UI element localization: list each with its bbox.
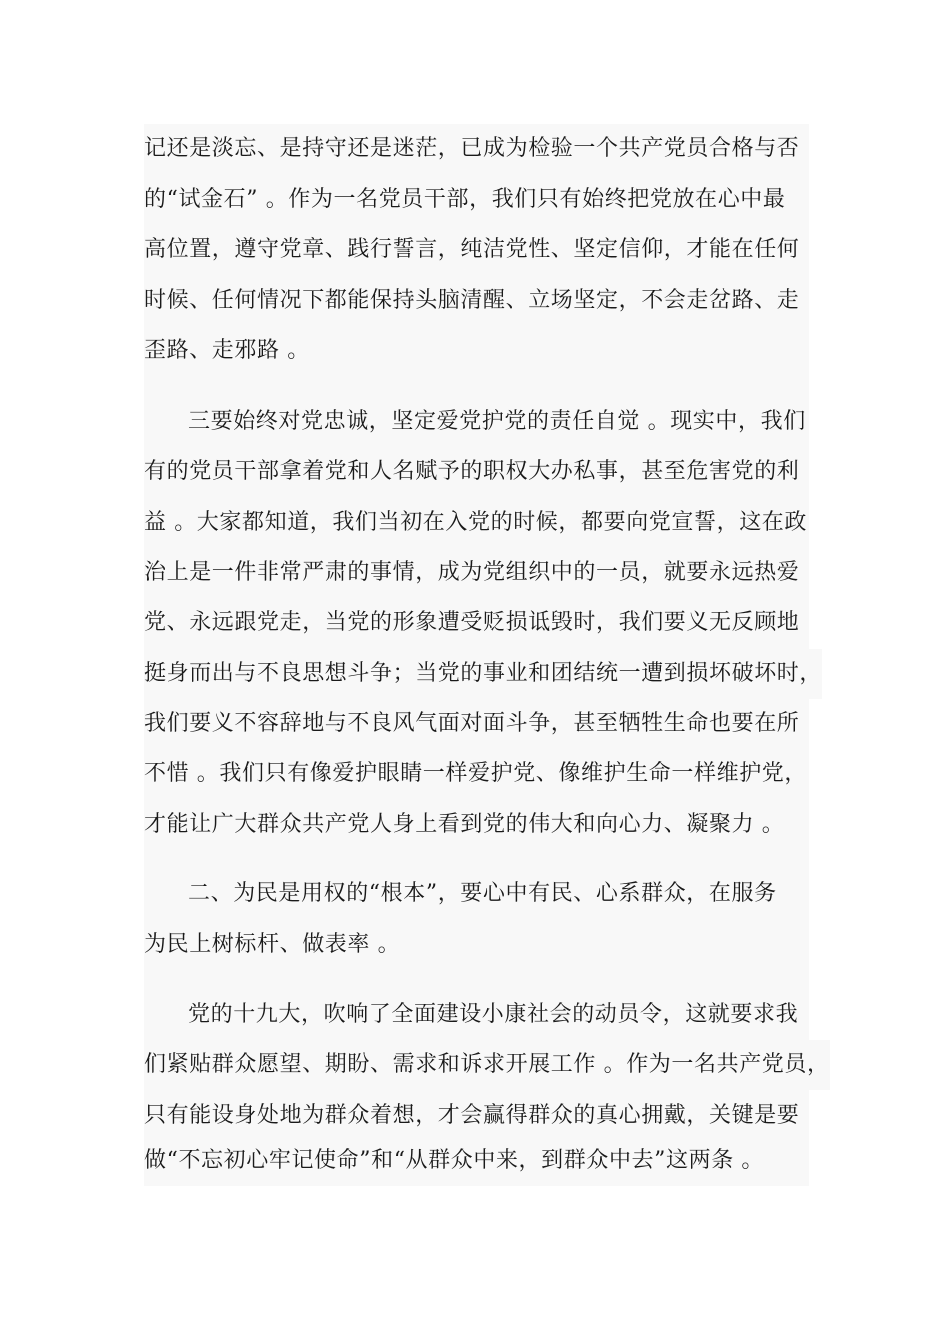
text-line: 记还是淡忘、是持守还是迷茫，已成为检验一个共产党员合格与否 [144,124,799,174]
text-line: 时候、任何情况下都能保持头脑清醒、立场坚定，不会走岔路、走 [144,276,799,326]
text-line: 二、为民是用权的“根本”，要心中有民、心系群众，在服务 [144,869,777,919]
text-line: 为民上树标杆、做表率 。 [144,920,400,970]
text-line: 三要始终对党忠诚，坚定爱党护党的责任自觉 。现实中，我们 [144,397,806,447]
text-line: 歪路、走邪路 。 [144,326,310,376]
text-line: 治上是一件非常严肃的事情，成为党组织中的一员，就要永远热爱 [144,548,799,598]
text-line: 我们要义不容辞地与不良风气面对面斗争，甚至牺牲生命也要在所 [144,699,799,749]
text-line: 党的十九大，吹响了全面建设小康社会的动员令，这就要求我 [144,990,798,1040]
text-line: 有的党员干部拿着党和人名赋予的职权大办私事，甚至危害党的利 [144,447,799,497]
text-line: 党、永远跟党走，当党的形象遭受贬损诋毁时，我们要义无反顾地 [144,598,799,648]
text-line: 益 。大家都知道，我们当初在入党的时候，都要向党宣誓，这在政 [144,498,807,548]
text-line: 不惜 。我们只有像爱护眼睛一样爱护党、像维护生命一样维护党， [144,749,807,799]
text-line: 高位置，遵守党章、践行誓言，纯洁党性、坚定信仰，才能在任何 [144,225,799,275]
text-line: 只有能设身处地为群众着想，才会赢得群众的真心拥戴，关键是要 [144,1091,799,1141]
document-body [144,124,830,1186]
text-line: 才能让广大群众共产党人身上看到党的伟大和向心力、凝聚力 。 [144,800,784,850]
text-line: 做“不忘初心牢记使命”和“从群众中来，到群众中去”这两条 。 [144,1136,764,1186]
text-line: 的“试金石” 。作为一名党员干部，我们只有始终把党放在心中最 [144,175,786,225]
text-line: 们紧贴群众愿望、期盼、需求和诉求开展工作 。作为一名共产党员， [144,1040,830,1090]
text-line: 挺身而出与不良思想斗争；当党的事业和团结统一遭到损坏破坏时， [144,649,822,699]
